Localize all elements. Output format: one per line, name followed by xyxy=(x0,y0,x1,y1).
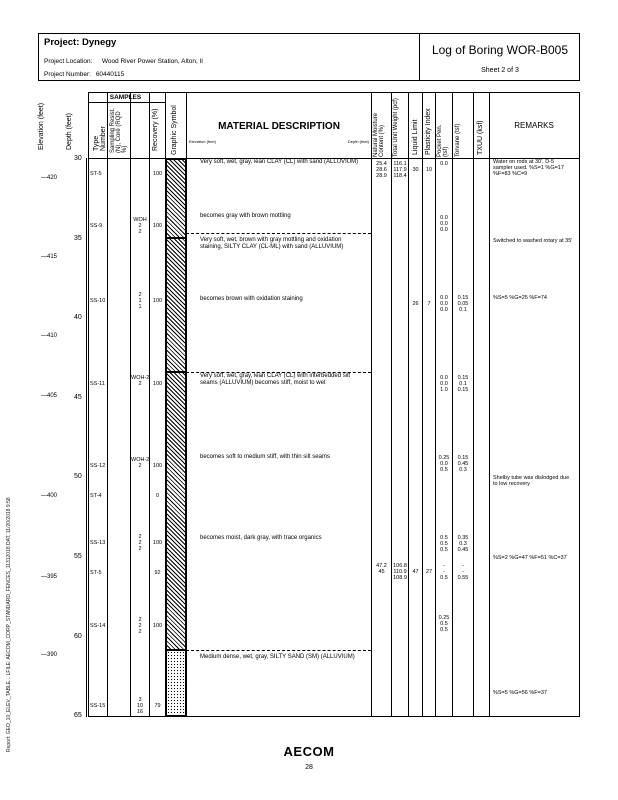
number-header: Number xyxy=(100,126,107,151)
project-title: Project: Dynegy xyxy=(44,37,117,48)
torvane-value: 0.15 0.45 0.3 xyxy=(457,455,469,473)
sample-id: SS-9 xyxy=(90,223,103,229)
sample-recovery: 100 xyxy=(152,540,163,546)
torvane-value: 0.35 0.3 0.45 xyxy=(457,535,469,553)
sample-resist: WOH-2 2 xyxy=(131,457,150,469)
sample-resist: 2 2 2 xyxy=(138,534,142,552)
depth-label: 35 xyxy=(74,234,82,242)
liquid-limit-value: 30 xyxy=(412,167,419,173)
stratum-boundary xyxy=(186,650,371,651)
pocket-pen-value: 0.5 0.5 0.5 xyxy=(440,535,448,553)
aecom-logo: AECOM xyxy=(283,744,335,759)
graphic-clay-2 xyxy=(166,372,186,650)
elevation-label: —395 xyxy=(41,574,58,580)
liquid-limit-header: Liquid Limit xyxy=(412,119,419,155)
torvane-header: Torvane (tsf) xyxy=(455,123,461,157)
depth-label: 50 xyxy=(74,473,82,481)
depth-axis xyxy=(86,158,87,717)
sample-recovery: 100 xyxy=(152,171,163,177)
project-number xyxy=(44,71,124,78)
sample-id: SS-10 xyxy=(90,298,106,304)
material-description: becomes soft to medium stiff, with thin silt seams xyxy=(200,454,330,460)
sample-recovery: 100 xyxy=(152,381,163,387)
boring-log-table xyxy=(88,92,580,717)
sample-resist: 2 1 1 xyxy=(138,292,142,310)
sample-resist: 2 2 2 xyxy=(138,617,142,635)
report-header xyxy=(38,33,580,81)
depth-label: 65 xyxy=(74,712,82,720)
recovery-header: Recovery (%) xyxy=(152,108,159,151)
txuu-header: TXUU (ksf) xyxy=(477,120,484,155)
remark: %S=2 %G=47 %F=51 %C=37 xyxy=(493,555,567,561)
graphic-clay xyxy=(166,159,186,238)
depth-header: Depth (feet) xyxy=(66,113,73,150)
pocket-pen-value: 0.25 0.0 0.5 xyxy=(438,455,450,473)
graphic-header: Graphic Symbol xyxy=(171,105,178,155)
depth-label: 60 xyxy=(74,632,82,640)
col-line xyxy=(473,93,474,716)
resist-header: Sampling Resist. (N), Core (RQD %) xyxy=(110,107,128,153)
depth-label: 55 xyxy=(74,553,82,560)
sample-recovery: 100 xyxy=(152,223,163,229)
col-line xyxy=(422,93,423,716)
type-header: Type xyxy=(93,135,100,151)
pocket-pen-value: - - 0.5 xyxy=(440,563,448,581)
col-line xyxy=(408,93,409,716)
sample-id: SS-11 xyxy=(90,381,105,387)
material-description: Very soft, wet, brown with gray mottling and oxidation staining, SILTY CLAY (CL-ML) with sand (ALLUVIUM) xyxy=(200,237,344,250)
sample-recovery: 100 xyxy=(152,623,163,629)
number-value: 60440115 xyxy=(95,71,125,78)
sample-id: ST-4 xyxy=(90,493,102,499)
material-description: Very soft, wet, gray, lean CLAY (CL) with sand (ALLUVIUM) xyxy=(200,159,359,165)
plasticity-value: 27 xyxy=(425,569,433,575)
remarks-header: REMARKS xyxy=(514,121,554,130)
stratum-boundary xyxy=(186,233,371,234)
depth-label: 30 xyxy=(74,155,82,162)
remark: %S=5 %G=56 %F=37 xyxy=(493,690,547,696)
remark: Water on rods at 30'. D-5 sampler used. %S=1 %G=17 %F=83 %C=9 xyxy=(493,159,564,177)
plasticity-header: Plasticity Index xyxy=(425,108,432,155)
sample-recovery: 92 xyxy=(154,570,161,576)
material-description: Medium dense, wet, gray, SILTY SAND (SM) (ALLUVIUM) xyxy=(200,654,355,660)
sample-resist: 3 10 16 xyxy=(136,697,144,715)
sample-id: ST-5 xyxy=(90,171,102,177)
number-label: Project Number: xyxy=(44,71,91,78)
material-description: becomes gray with brown mottling xyxy=(200,213,291,219)
sample-recovery: 79 xyxy=(154,703,161,709)
remark: Switched to washed rotary at 35' xyxy=(493,238,573,244)
location-value: Wood River Power Station, Alton, Il xyxy=(101,58,203,65)
pocket-pen-value: 0.0 0.0 1.0 xyxy=(440,375,448,393)
pocket-pen-value: 0.0 0.0 0.0 xyxy=(440,295,448,313)
report-path: Report: GEO_10_ELEV_TABLE... LFILE: AECOM_CORP_STANDARD_FENCES_11312018 DAT, 11/20/2018 9:58 xyxy=(6,497,12,752)
sample-id: SS-13 xyxy=(90,540,106,546)
unit-weight-value: 116.1 117.9 118.4 xyxy=(393,161,407,179)
col-line xyxy=(371,93,372,716)
moisture-header: Natural Moisture Content (%) xyxy=(373,112,385,157)
elevation-label: —390 xyxy=(41,652,58,658)
page-number: 28 xyxy=(305,764,313,771)
plasticity-value: 10 xyxy=(425,167,433,173)
elevation-label: —415 xyxy=(41,254,58,260)
elevation-label: —405 xyxy=(41,393,58,399)
pocket-pen-value: 0.25 0.5 0.5 xyxy=(438,615,450,633)
graphic-silty-sand xyxy=(166,650,186,716)
col-line xyxy=(452,93,453,716)
sheet-number: Sheet 2 of 3 xyxy=(481,67,519,74)
sample-resist: WOH-2 2 xyxy=(131,375,150,387)
elevation-label: —410 xyxy=(41,333,58,339)
sample-resist: WOH 2 2 xyxy=(133,217,147,235)
torvane-value: 0.15 0.1 0.15 xyxy=(457,375,469,393)
sample-id: SS-14 xyxy=(90,623,106,629)
depth-label: 40 xyxy=(74,314,82,322)
sample-recovery: 0 xyxy=(155,493,160,499)
elevation-label: —420 xyxy=(41,175,58,181)
sample-recovery: 100 xyxy=(152,298,163,304)
elevation-header: Elevation (feet) xyxy=(38,102,45,150)
sample-id: SS-12 xyxy=(90,463,106,469)
pocket-pen-value: 0.0 0.0 0.0 xyxy=(440,215,448,233)
elevation-subheader: Elevation (feet) xyxy=(189,139,216,144)
col-line xyxy=(186,93,187,716)
remark: %S=5 %G=25 %F=74 xyxy=(493,295,547,301)
project-location xyxy=(44,58,203,65)
material-header: MATERIAL DESCRIPTION xyxy=(218,121,340,132)
elevation-label: —400 xyxy=(41,493,58,499)
liquid-limit-value: 26 xyxy=(412,301,419,307)
log-title: Log of Boring WOR-B005 xyxy=(431,43,569,57)
pocket-pen-value: 0.0 xyxy=(440,161,448,167)
location-label: Project Location: xyxy=(44,58,93,65)
torvane-value: - - 0.55 xyxy=(457,563,469,581)
torvane-value: 0.15 0.05 0.1 xyxy=(457,295,469,313)
graphic-silty-clay xyxy=(166,238,186,372)
col-line xyxy=(391,93,392,716)
samples-header: SAMPLES xyxy=(109,94,142,101)
project-info xyxy=(39,34,420,80)
sample-recovery: 100 xyxy=(152,463,163,469)
col-line xyxy=(489,93,490,716)
material-description: becomes brown with oxidation staining xyxy=(200,296,303,302)
material-description: becomes moist, dark gray, with trace organics xyxy=(200,535,322,541)
plasticity-value: 7 xyxy=(427,301,431,307)
log-title-box xyxy=(420,34,580,80)
remark: Shelby tube was dislodged due to low recovery xyxy=(493,475,570,487)
unit-weight-value: 106.8 110.9 108.9 xyxy=(393,563,407,581)
moisture-value: 47.2 45 xyxy=(376,563,387,575)
material-description: Very soft, wet, gray, lean CLAY (CL) with interbedded silt seams (ALLUVIUM) becomes stiff, moist to wet xyxy=(200,373,351,386)
depth-subheader: Depth (feet) xyxy=(347,139,369,144)
liquid-limit-value: 47 xyxy=(412,569,419,575)
unit-weight-header: Total Unit Weight (pcf) xyxy=(393,98,399,157)
sample-id: ST-5 xyxy=(90,570,102,576)
pocket-pen-header: Pocket Pen. (tsf) xyxy=(437,124,449,157)
sample-id: SS-15 xyxy=(90,703,106,709)
moisture-value: 25.4 28.6 28.9 xyxy=(376,161,387,179)
depth-label: 45 xyxy=(74,393,82,401)
